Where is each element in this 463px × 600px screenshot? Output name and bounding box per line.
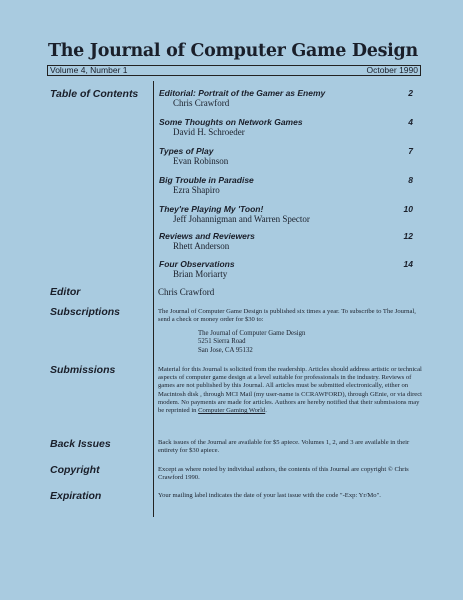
toc-entry-author: Brian Moriarty [173,269,228,279]
toc-entry-title: Some Thoughts on Network Games [159,117,303,127]
toc-entry[interactable] [159,88,419,108]
expiration-text: Your mailing label indicates the date of your last issue with the code "-Exp: Yr/Mo". [158,492,381,499]
subscriptions-text: The Journal of Computer Game Design is published six times a year. To subscribe to The Journal, send a check or money order for $30 to: [158,308,416,324]
toc-entry-page: 4 [408,117,413,127]
toc-entry-author: Evan Robinson [173,156,229,166]
issue-bar [47,65,421,76]
back-issues-heading: Back Issues [50,438,111,450]
toc-entry-page: 2 [408,88,413,98]
toc-entry-page: 8 [408,175,413,185]
toc-entry-title: Reviews and Reviewers [159,231,255,241]
submissions-text [158,366,426,415]
submissions-heading: Submissions [50,364,116,376]
toc-entry-author: Chris Crawford [173,98,230,108]
journal-title: The Journal of Computer Game Design [48,41,418,61]
toc-heading: Table of Contents [50,88,139,100]
editor-heading: Editor [50,286,81,298]
address-line: San Jose, CA 95132 [198,346,253,354]
submissions-end: . [265,407,267,415]
toc-entry-author: Ezra Shapiro [173,185,220,195]
toc-entry-page: 10 [403,204,413,214]
address-line: 5251 Sierra Road [198,338,246,346]
toc-entry-title: Four Observations [159,259,235,269]
toc-entry[interactable] [159,146,419,166]
toc-entry[interactable] [159,175,419,195]
subscriptions-heading: Subscriptions [50,306,121,318]
copyright-heading: Copyright [50,464,100,476]
expiration-heading: Expiration [50,490,102,502]
mailing-address [198,330,305,355]
magazine-name: Computer Gaming World [198,407,266,415]
toc-entry-title: They're Playing My 'Toon! [159,204,264,214]
editor-name: Chris Crawford [158,287,215,297]
toc-entry[interactable] [159,117,419,137]
back-issues-text: Back issues of the Journal are available for $5 apiece. Volumes 1, 2, and 3 are available in their entirety for $30 apiece. [158,439,410,455]
column-divider [153,81,154,517]
toc-entry-author: Rhett Anderson [173,241,230,251]
copyright-text: Except as where noted by individual authors, the contents of this Journal are copyright © Chris Crawford 1990. [158,466,409,482]
volume-number: Volume 4, Number 1 [50,65,128,75]
toc-entry-author: David H. Schroeder [173,127,245,137]
issue-date: October 1990 [366,65,418,75]
toc-entry-title: Big Trouble in Paradise [159,175,254,185]
toc-entry-title: Types of Play [159,146,214,156]
toc-entry[interactable] [159,204,419,224]
toc-entry-author: Jeff Johannigman and Warren Spector [173,214,310,224]
address-line: The Journal of Computer Game Design [198,330,306,337]
toc-entry-title: Editorial: Portrait of the Gamer as Enemy [159,88,326,98]
submissions-body: Material for this Journal is solicited from the readership. Articles should address artistic or technical aspects of computer game design at a level suitable for professionals in the industry. Reviews of games are not published by this Journal. All articles must be submitted electronically, either on Macintosh disk , through MCI Mail (my user-name is CCRAWFORD), through GEnie, or via direct modem. No payments are made for articles. Authors are hereby notified that their submissions may be reprinted in [158,366,422,415]
toc-entry[interactable] [159,231,419,251]
toc-entry[interactable] [159,259,419,279]
toc-entry-page: 7 [408,146,413,156]
toc-entry-page: 14 [403,259,413,269]
toc-entry-page: 12 [403,231,413,241]
